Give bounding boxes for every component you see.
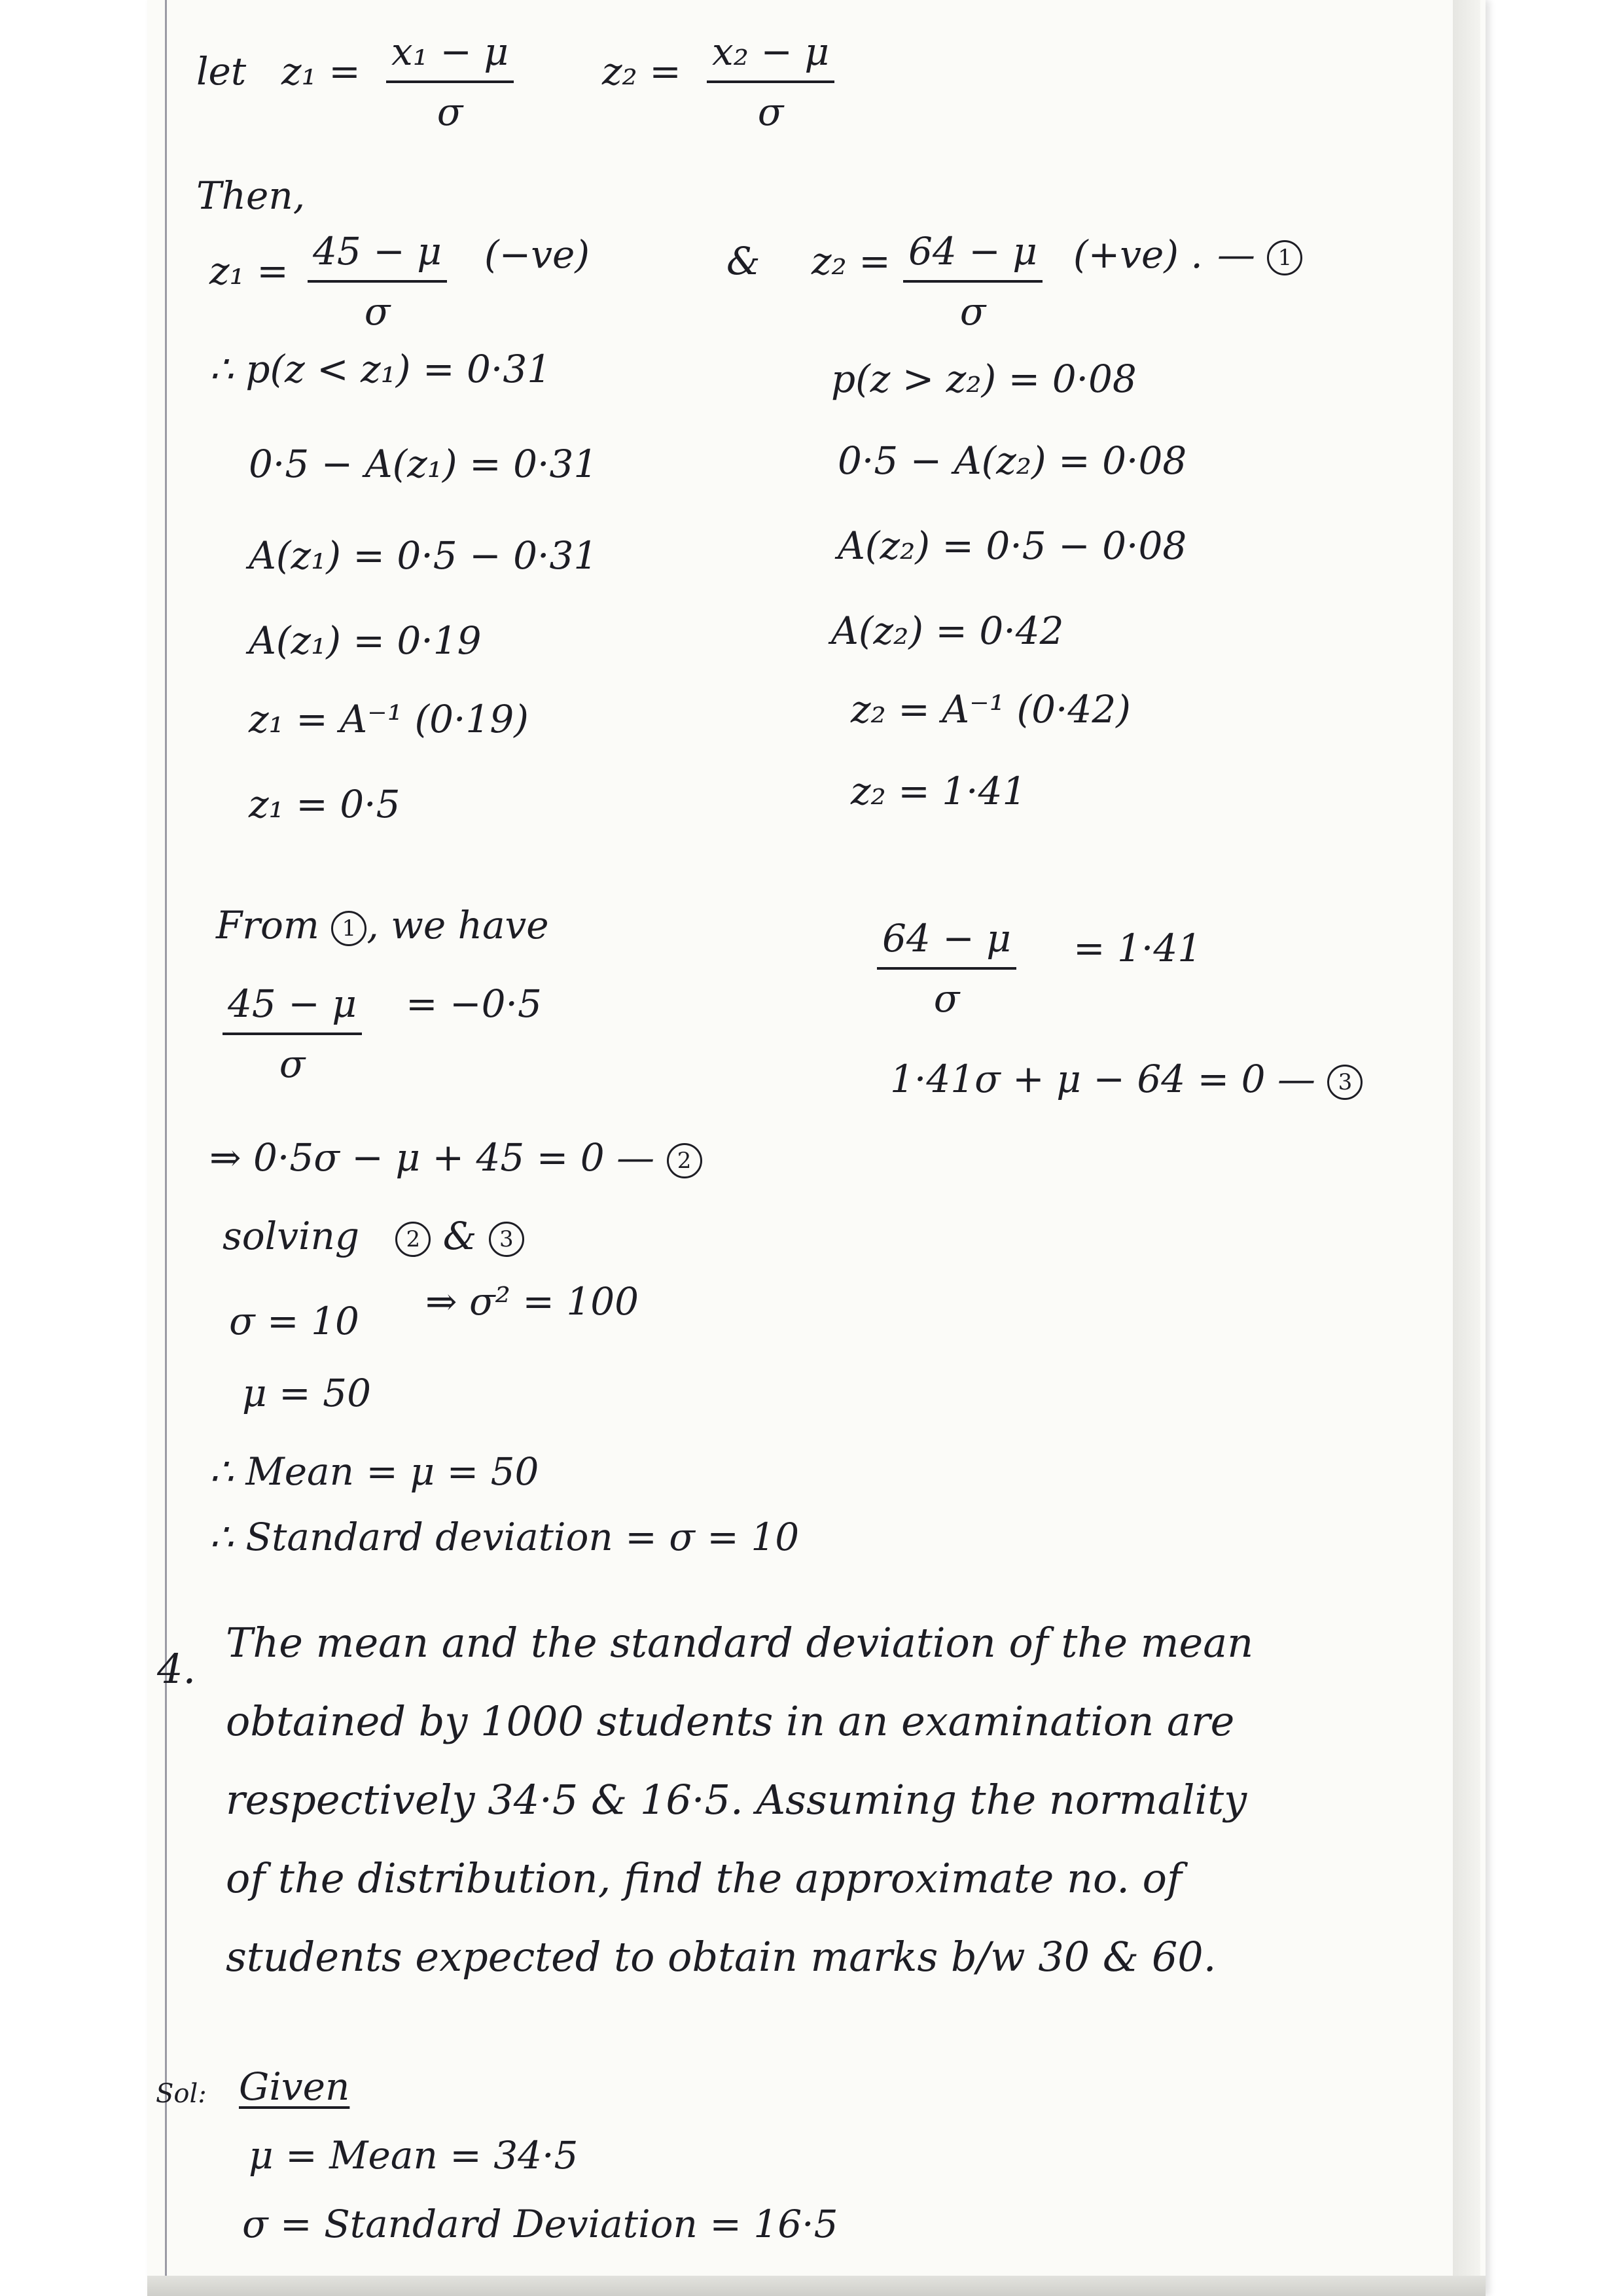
given-heading: Given bbox=[239, 2064, 350, 2109]
sigma-squared: ⇒ σ² = 100 bbox=[425, 1279, 639, 1324]
question-line-3: respectively 34·5 & 16·5. Assuming the normality bbox=[226, 1776, 1247, 1824]
equation-3 bbox=[890, 1057, 1363, 1101]
solving-label: solving bbox=[223, 1214, 360, 1258]
eqn-3-number: 3 bbox=[1327, 1065, 1363, 1100]
question-line-1: The mean and the standard deviation of the mean bbox=[226, 1619, 1254, 1667]
question-number: 4. bbox=[157, 1645, 196, 1693]
z1-expr-lhs: z₁ = bbox=[209, 249, 289, 293]
left-eq-rhs: = −0·5 bbox=[406, 981, 542, 1026]
right-step-1: p(z > z₂) = 0·08 bbox=[831, 357, 1137, 401]
given-standard-deviation: σ = Standard Deviation = 16·5 bbox=[242, 2202, 838, 2246]
question-line-2: obtained by 1000 students in an examination are bbox=[226, 1697, 1235, 1745]
left-step-6: z₁ = 0·5 bbox=[249, 782, 401, 826]
question-line-5: students expected to obtain marks b/w 30 & 60. bbox=[226, 1933, 1217, 1981]
z2-expression-fraction bbox=[903, 229, 1043, 334]
left-step-5: z₁ = A⁻¹ (0·19) bbox=[249, 697, 529, 741]
then-label: Then, bbox=[196, 173, 306, 218]
from-text: From bbox=[216, 903, 319, 947]
z1-def-lhs: z₁ = bbox=[281, 49, 361, 94]
margin-line bbox=[165, 0, 167, 2296]
mean-conclusion: ∴ Mean = μ = 50 bbox=[209, 1449, 539, 1494]
left-eq-numerator: 45 − μ bbox=[223, 981, 362, 1035]
solution-label: Sol: bbox=[156, 2079, 207, 2109]
ampersand: & bbox=[726, 239, 760, 283]
z1-expr-denominator: σ bbox=[364, 289, 391, 334]
z1-def-denominator: σ bbox=[437, 90, 463, 134]
z2-def-denominator: σ bbox=[757, 90, 784, 134]
eqn-number: 1 bbox=[1267, 240, 1302, 275]
z1-definition-fraction bbox=[386, 29, 514, 134]
left-step-4: A(z₁) = 0·19 bbox=[249, 618, 482, 663]
right-step-2: 0·5 − A(z₂) = 0·08 bbox=[838, 438, 1187, 483]
question-line-4: of the distribution, find the approximate no. of bbox=[226, 1854, 1182, 1902]
left-eq-denominator: σ bbox=[279, 1042, 306, 1086]
let-label: let bbox=[196, 49, 247, 94]
right-eq-denominator: σ bbox=[933, 976, 960, 1021]
right-step-5: z₂ = A⁻¹ (0·42) bbox=[851, 687, 1131, 732]
right-step-4: A(z₂) = 0·42 bbox=[831, 609, 1064, 653]
z1-expression-fraction bbox=[308, 229, 447, 334]
z1-expr-numerator: 45 − μ bbox=[308, 229, 447, 283]
equation-1-marker: — 1 bbox=[1217, 236, 1302, 275]
equation-3-text: 1·41σ + μ − 64 = 0 — bbox=[890, 1057, 1315, 1101]
sigma-result: σ = 10 bbox=[229, 1299, 359, 1343]
z2-expr-lhs: z₂ = bbox=[812, 239, 891, 283]
left-step-2: 0·5 − A(z₁) = 0·31 bbox=[249, 442, 598, 486]
left-step-1: ∴ p(z < z₁) = 0·31 bbox=[209, 347, 552, 391]
eqn-2-number: 2 bbox=[667, 1143, 702, 1178]
solving-amp: & bbox=[442, 1214, 477, 1258]
z2-definition-fraction bbox=[707, 29, 834, 134]
solving-ref-a: 2 bbox=[395, 1222, 431, 1257]
z2-expr-numerator: 64 − μ bbox=[903, 229, 1043, 283]
z2-def-numerator: x₂ − μ bbox=[707, 29, 834, 83]
equation-2 bbox=[209, 1135, 702, 1180]
right-step-6: z₂ = 1·41 bbox=[851, 769, 1027, 813]
page-bottom-shadow bbox=[147, 2276, 1486, 2296]
we-have-text: , we have bbox=[366, 903, 549, 947]
z2-expr-denominator: σ bbox=[959, 289, 986, 334]
solving-ref-b: 3 bbox=[489, 1222, 524, 1257]
solving-line bbox=[223, 1214, 524, 1258]
z1-def-numerator: x₁ − μ bbox=[386, 29, 514, 83]
page-edge bbox=[1453, 0, 1480, 2296]
right-step-3: A(z₂) = 0·5 − 0·08 bbox=[838, 523, 1187, 568]
z2-sign: (+ve) . bbox=[1073, 232, 1203, 277]
z2-def-lhs: z₂ = bbox=[602, 49, 681, 94]
left-equation-fraction bbox=[223, 981, 362, 1086]
from-label bbox=[216, 903, 549, 947]
right-eq-numerator: 64 − μ bbox=[877, 916, 1016, 970]
right-equation-fraction bbox=[877, 916, 1016, 1021]
mu-result: μ = 50 bbox=[242, 1371, 371, 1415]
sd-conclusion: ∴ Standard deviation = σ = 10 bbox=[209, 1515, 800, 1559]
given-mean: μ = Mean = 34·5 bbox=[249, 2133, 579, 2178]
from-eqn-ref: 1 bbox=[331, 911, 366, 946]
left-step-3: A(z₁) = 0·5 − 0·31 bbox=[249, 533, 598, 578]
equation-2-text: ⇒ 0·5σ − μ + 45 = 0 — bbox=[209, 1135, 655, 1180]
z1-sign: (−ve) bbox=[484, 232, 590, 277]
right-eq-rhs: = 1·41 bbox=[1073, 926, 1202, 970]
